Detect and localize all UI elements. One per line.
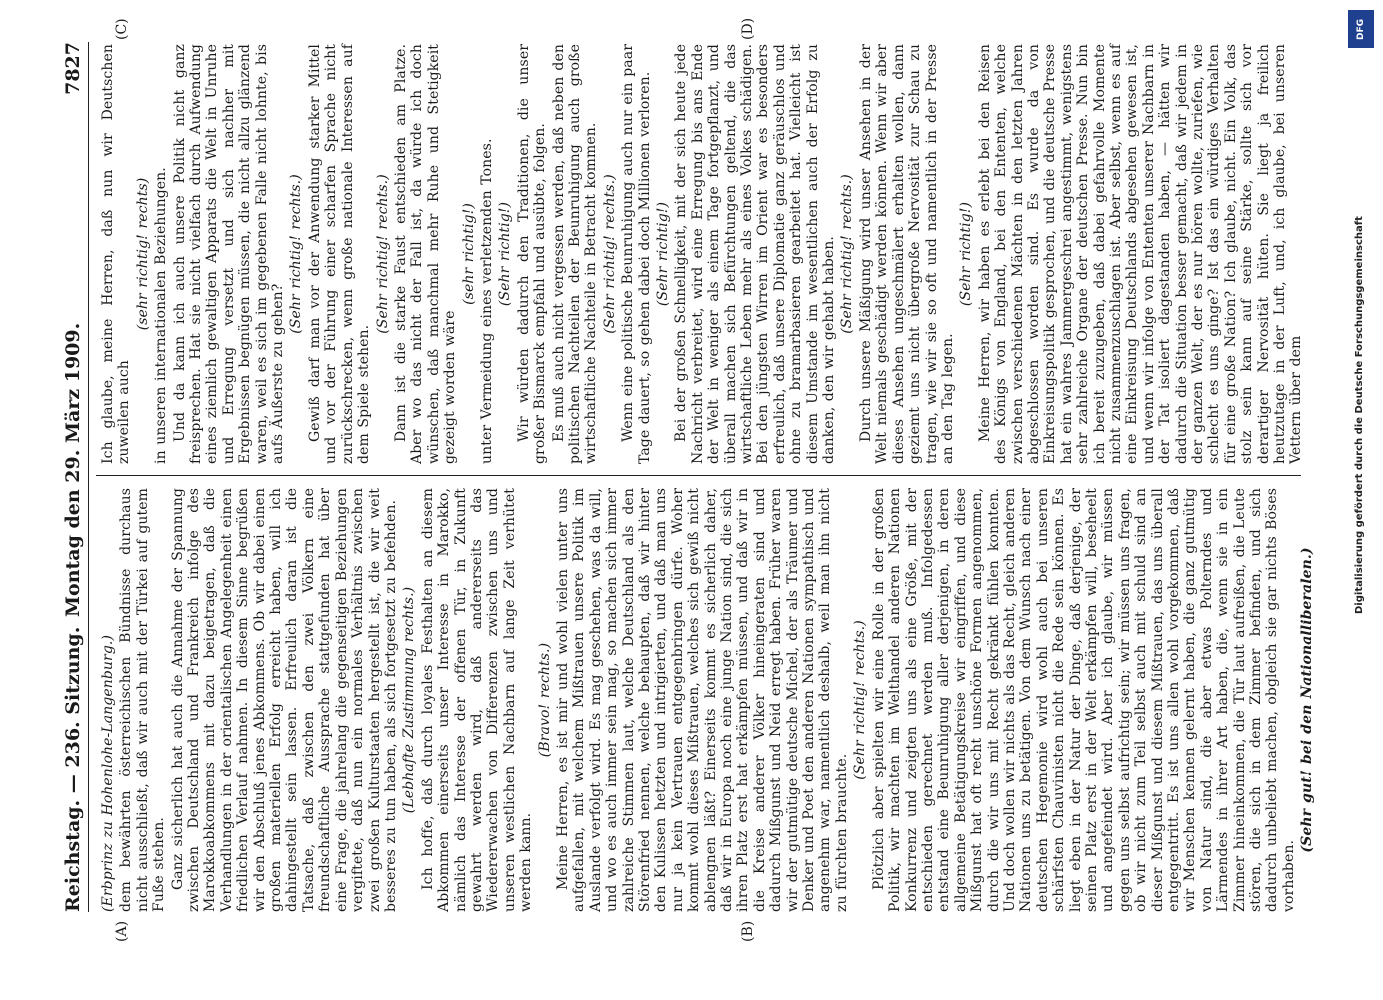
interjection: (Lebhafte Zustimmung rechts.) bbox=[401, 586, 418, 814]
interjection: (Sehr richtig! rechts.) bbox=[839, 174, 856, 334]
column-divider bbox=[96, 475, 1301, 476]
page-header bbox=[58, 42, 89, 912]
interjection-end: (Sehr gut! bei den Nationalliberalen.) bbox=[1299, 547, 1316, 853]
interjection: (Sehr richtig!) bbox=[497, 201, 514, 307]
digitization-note bbox=[1346, 10, 1376, 614]
dfg-logo: DFG bbox=[1348, 10, 1374, 48]
column-right bbox=[100, 44, 1305, 464]
interjection: (Bravo! rechts.) bbox=[536, 642, 553, 758]
paragraph: Dann ist die starke Faust entschieden am Platze. Aber wo das nicht der Fall ist, da würde ich doch wünschen, daß manchmal mehr Ruhe und Stetigkeit gezeigt worden wäre bbox=[392, 44, 459, 464]
speaker-note: (Erbprinz zu Hohenlohe-Langenburg.) bbox=[100, 634, 116, 912]
paragraph: in unseren internationalen Beziehungen. bbox=[153, 167, 170, 464]
marker-a: (A) bbox=[114, 920, 130, 942]
digitization-credit: Digitalisierung gefördert durch die Deutsche Forschungsgemeinschaft bbox=[1354, 216, 1365, 614]
interjection: (sehr richtig! rechts) bbox=[134, 177, 151, 331]
paragraph: Ich glaube, meine Herren, daß nun wir Deutschen zuweilen auch bbox=[100, 44, 133, 464]
paragraph: Ganz sicherlich hat auch die Annahme der Spannung zwischen Deutschland und Frankreich infolge des Marokkoabkommens mit dazu beigetragen, daß die Verhandlungen in der orientalischen Angelegenheit einen friedlichen Verlauf nahmen. In diesem Sinne begrüßen wir den Abschluß jenes Abkommens. Ob wir dabei einen großen materiellen Erfolg erreicht haben, will ich dahingestellt sein lassen. Erfreulich daran ist die Tatsache, daß zwischen den zwei Völkern eine freundschaftliche Aussprache stattgefunden hat über eine Frage, die jahrelang die gegenseitigen Beziehungen vergiftete, daß nun ein normales Verhältnis zwischen zwei großen Kulturstaaten hergestellt ist, die wir weit besseres zu tun haben, als sich fortgesetzt zu befehden. bbox=[169, 488, 399, 912]
marker-d: (D) bbox=[740, 17, 756, 40]
page-number: 7827 bbox=[62, 42, 84, 95]
paragraph: Plötzlich aber spielten wir eine Rolle in der großen Politik, wir machten im Welthandel anderen Nationen Konkurrenz und zeigten uns als eine Größe, mit der entschieden gerechnet werden muß. Infolgedessen entstand eine Beunruhigung aller derjenigen, in deren allgemeine Betätigungskreise wir eingriffen, und diese Mißgunst hat oft recht unschöne Formen angenommen, durch die wir uns mit Recht gekränkt fühlen konnten. Und doch wollen wir nichts als das Recht, gleich anderen Nationen uns zu betätigen. Von dem Wunsch nach einer deutschen Hegemonie wird wohl auch bei unseren schärfsten Chauvinisten nicht die Rede sein können. Es liegt eben in der Natur der Dinge, daß derjenige, der seinen Platz erst in der Welt erkämpfen will, beseheelt und angefeindet wird. Aber ich glaube, wir müssen gegen uns selbst aufrichtig sein; wir müssen uns fragen, ob wir nicht zum Teil selbst auch mit schuld sind an dieser Mißgunst und diesem Mißtrauen, das uns überall entgegentritt. Es ist uns allen wohl vorgekommen, daß wir Menschen kennen gelernt haben, die ganz gutmütig von Natur sind, die aber etwas Polterndes und Lärmendes in ihrer Art haben, die, wenn sie in ein Zimmer hineinkommen, die Tür laut aufreißen, die Leute stören, die sich in dem Zimmer befinden, und sich dadurch unbeliebt machen, obgleich sie gar nichts Böses vorhaben. bbox=[870, 488, 1297, 912]
interjection: (Sehr richtig! rechts.) bbox=[288, 174, 305, 334]
interjection: (Sehr richtig! rechts.) bbox=[374, 174, 391, 334]
header-session: Reichstag. — 236. Sitzung. bbox=[62, 626, 84, 912]
marker-b: (B) bbox=[740, 920, 756, 942]
paragraph: Und da kann ich auch unsere Politik nicht ganz freisprechen. Hat sie nicht vielfach durch Aufwendung eines ziemlich gewaltigen Apparats die Welt in Unruhe und Erregung versetzt und sich nachher mit Ergebnissen begnügen müssen, die nicht allzu glänzend waren, weil es sich im gegebenen Falle nicht lohnte, bis aufs Äußerste zu gehen? bbox=[171, 44, 287, 464]
interjection: (Sehr richtig! rechts.) bbox=[852, 620, 869, 780]
paragraph: Durch unsere Mäßigung wird unser Ansehen in der Welt niemals geschädigt werden können. Wenn wir aber dieses Ansehen ungeschmälert erhalten wollen, dann geziemt uns nicht übergroße Nervosität zur Schau zu tragen, wie wir sie so oft und namentlich in der Presse an den Tag legen. bbox=[857, 44, 956, 464]
paragraph: Meine Herren, wir haben es erlebt bei den Reisen des Königs von England, bei den Ententen, welche zwischen verschiedenen Mächten in den letzten Jahren abgeschlossen worden sind. Es wurde da von Einkreisungspolitik gesprochen, und die deutsche Presse hat ein wahres Jammergeschrei angestimmt, wenigstens sehr zahlreiche Organe der deutschen Presse. Nun bin ich bereit zuzugeben, daß dabei gefahrvolle Momente nicht zusammenzuschlagen ist. Aber selbst, wenn es auf eine Einkreisung Deutschlands abgesehen gewesen ist, und wenn wir infolge von Ententen unserer Nachbarn in der Tat isoliert dagestanden haben, — hätten wir dadurch die Situation besser gemacht, daß wir jedem in der ganzen Welt, der es nur hören wollte, zuriefen, wie schlecht es uns ginge? Ist das ein würdiges Verhalten für eine große Nation? Ich glaube, nicht. Ein Volk, das stolz sein kann auf seine Stärke, sollte sich vor derartiger Nervosität hüten. Sie liegt ja freilich heutzutage in der Luft, und, ich glaube, bei unseren Vettern über dem bbox=[976, 44, 1305, 464]
paragraph: Bei der großen Schnelligkeit, mit der sich heute jede Nachricht verbreitet, wird eine Erregung bis ans Ende der Welt in weniger als einem Tage fortgepflanzt, und überall machen sich Befürchtungen geltend, die das wirtschaftliche Leben mehr als eines Volkes schädigen. Bei den jüngsten Wirren im Orient war es besonders erfreulich, daß unsere Diplomatie ganz geräuschlos und ohne zu bramarbasieren gearbeitet hat. Vielleicht ist diesem Umstande im wesentlichen auch der Erfolg zu danken, den wir gehabt haben. bbox=[673, 44, 838, 464]
paragraph: unter Vermeidung eines verletzenden Tones. bbox=[478, 138, 495, 464]
paragraph: Ich hoffe, daß durch loyales Festhalten an diesem Abkommen einerseits unser Interesse in Marokko, nämlich das Interesse der offenen Tür, in Zukunft gewahrt werden wird, daß andererseits das Wiedererwachen von Differenzen zwischen uns und unseren westlichen Nachbarn auf lange Zeit verhütet werden kann. bbox=[419, 488, 535, 912]
interjection: (Sehr richtig!) bbox=[655, 201, 671, 307]
marker-c: (C) bbox=[114, 18, 130, 40]
paragraph: Wir würden dadurch den Traditionen, die unser großer Bismarck empfahl und ausübte, folgen. bbox=[515, 44, 549, 464]
column-left bbox=[100, 488, 1316, 912]
interjection: (sehr richtig!) bbox=[460, 203, 477, 305]
paragraph: dem bewährten österreichischen Bündnisse durchaus nicht ausschließt, daß wir auch mit der Türkei auf gutem Fuße stehen. bbox=[118, 488, 168, 912]
paragraph: Gewiß darf man vor der Anwendung starker Mittel und vor der Führung einer scharfen Sprache nicht zurückschrecken, wenn große nationale Interessen auf dem Spiele stehen. bbox=[306, 44, 373, 464]
interjection: (Sehr richtig! rechts.) bbox=[601, 174, 618, 334]
header-date: Montag den 29. März 1909. bbox=[62, 322, 84, 617]
paragraph: Wenn eine politische Beunruhigung auch nur ein paar Tage dauert, so gehen dabei doch Millionen verloren. bbox=[620, 44, 653, 464]
paragraph: Es muß auch nicht vergessen werden, daß neben den politischen Nachteilen der Beunruhigung auch große wirtschaftliche Nachteile in Betracht kommen. bbox=[550, 44, 600, 464]
interjection: (Sehr richtig!) bbox=[958, 201, 975, 307]
paragraph: Meine Herren, es ist mir und wohl vielen unter uns aufgefallen, mit welchem Mißtrauen unsere Politik im Auslande verfolgt wird. Es mag geschehen, was da will, und wo es auch immer sein mag, so machen sich immer zahlreiche Stimmen laut, welche Deutschland als den Störenfried nennen, welche behaupten, daß wir hinter den Kulissen hetzten und intrigierten, und daß man uns nur ja kein Vertrauen entgegenbringen dürfe. Woher kommt wohl dieses Mißtrauen, welches sich gewiß nicht ablengnen läßt? Einerseits kommt es sicherlich daher, daß wir in Europa noch eine junge Nation sind, die sich ihren Platz erst hat erkämpfen müssen, und daß wir in die Kreise anderer Völker hineingeraten sind und dadurch Mißgunst und Neid erregt haben. Früher waren wir der gutmütige deutsche Michel, der als Träumer und Denker und Poet den anderen Nationen sympathisch und angenehm war, namentlich deshalb, weil man ihn nicht zu fürchten brauchte. bbox=[554, 488, 850, 912]
